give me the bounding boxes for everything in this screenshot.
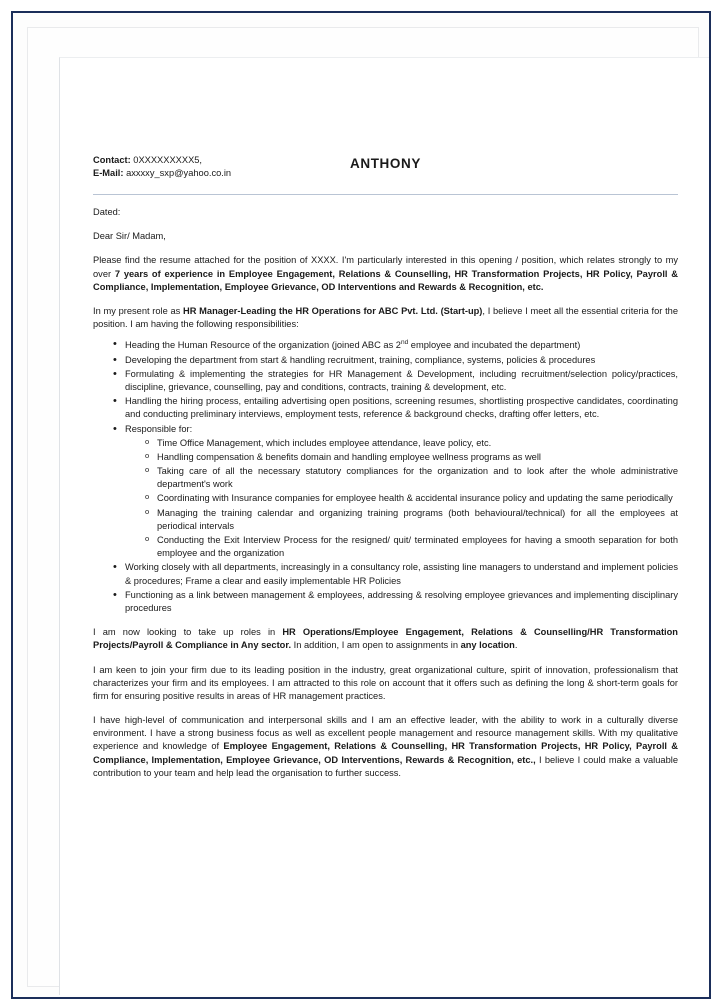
ordinal-superscript: nd	[400, 339, 409, 347]
objective-b: In addition, I am open to assignments in	[291, 640, 461, 651]
bullet-text-cont: employee and incubated the department)	[408, 340, 581, 351]
letter-header	[93, 154, 678, 188]
email-value: axxxxy_sxp@yahoo.co.in	[123, 168, 232, 179]
salutation: Dear Sir/ Madam,	[93, 231, 166, 242]
bullet-text: Functioning as a link between management & employees, addressing & resolving employee grievances and implementing disciplinary procedures	[125, 589, 678, 613]
bullet-text: Formulating & implementing the strategies for HR Management & Development, including recruitment/selection policy/practices, discipline, grievance, counselling, pay and conditions, contracts, training & development, etc.	[125, 368, 678, 392]
cover-letter-body	[93, 154, 678, 820]
current-role-paragraph	[93, 305, 678, 331]
bullet-text: Responsible for:	[125, 423, 193, 434]
list-item	[113, 589, 678, 615]
contact-label: Contact:	[93, 155, 131, 165]
skills-b: I believe I could make a valuable contribution to your team and help lead the organisation to further success.	[93, 754, 678, 778]
current-role-bold: HR Manager-Leading the HR Operations for ABC Pvt. Ltd. (Start-up)	[183, 305, 483, 316]
document-sheet	[59, 57, 709, 995]
objective-c: .	[514, 640, 518, 651]
sub-bullet-text: Conducting the Exit Interview Process for the resigned/ quit/ terminated employees for having a smooth separation for both employee and the organization	[157, 535, 678, 559]
bullet-text: Heading the Human Resource of the organization (joined ABC as 2	[125, 340, 401, 351]
list-item	[145, 534, 678, 560]
document-inner-border	[27, 27, 699, 987]
list-item	[145, 451, 678, 464]
candidate-name: ANTHONY	[350, 156, 421, 171]
list-item	[113, 561, 678, 587]
responsibilities-list	[93, 338, 678, 615]
bullet-text: Working closely with all departments, increasingly in a consultancy role, assisting line managers to understand and implement policies & procedures; Frame a clear and easily implementable HR Policies	[125, 562, 678, 586]
bullet-text: Developing the department from start & handling recruitment, training, compliance, systems, policies & procedures	[125, 354, 596, 365]
intro-paragraph	[93, 254, 678, 294]
sub-bullet-text: Handling compensation & benefits domain and handling employee wellness programs as well	[157, 451, 541, 462]
skills-a: I have high-level of communication and interpersonal skills and I am an effective leader, with the ability to work in a culturally diverse environment. I have a strong business focus as well as excellent people management and resource management skills. With my qualitative experience and knowledge of	[93, 715, 678, 752]
intro-text-bold: 7 years of experience in Employee Engagement, Relations & Counselling, HR Transformation Projects, HR Policy, Payroll & Compliance, Implementation, Employee Grievance, OD Interventions and Rewards & Recognition, etc.	[93, 268, 678, 292]
header-divider	[93, 194, 678, 195]
list-item	[113, 368, 678, 394]
current-role-b: , I believe I meet all the essential criteria for the position. I am having the following responsibilities:	[93, 305, 678, 330]
skills-paragraph	[93, 714, 678, 780]
email-label: E-Mail:	[93, 168, 124, 179]
sub-bullet-text: Managing the training calendar and organizing training programs (both behavioural/technical) for all the employees at periodical intervals	[157, 507, 678, 531]
contact-value: 0XXXXXXXXX5,	[130, 155, 203, 165]
list-item	[145, 507, 678, 533]
objective-paragraph	[93, 626, 678, 652]
objective-a: I am now looking to take up roles in	[93, 627, 283, 638]
list-item	[145, 492, 678, 505]
list-item	[113, 354, 678, 367]
sub-bullet-text: Taking care of all the necessary statutory compliances for the organization and to look after the whole administrative department's work	[157, 466, 678, 490]
sub-bullet-text: Coordinating with Insurance companies for employee health & accidental insurance policy and updating the same periodically	[157, 493, 673, 504]
dated-line: Dated:	[93, 207, 121, 217]
sub-responsibilities-list	[125, 437, 678, 561]
list-item	[145, 437, 678, 450]
document-outer-border	[11, 11, 711, 999]
list-item	[145, 465, 678, 491]
intro-text-a: Please find the resume attached for the position of XXXX. I'm particularly interested in this opening / position, which relates strongly to my over	[93, 255, 678, 279]
list-item	[113, 338, 678, 352]
list-item	[113, 423, 678, 561]
objective-bold-1: HR Operations/Employee Engagement, Relations & Counselling/HR Transformation Projects/Payroll & Compliance in Any sector.	[93, 627, 678, 651]
objective-bold-2: any location	[460, 640, 515, 651]
bottom-spacer	[93, 780, 678, 820]
motivation-paragraph: I am keen to join your firm due to its leading position in the industry, great organizational culture, spirit of innovation, professionalism that characterizes your firm and its employees. I am attracted to this role on account that it offers such as defining the long & short-term goals for firm for ensuring positive results in areas of HR management practices.	[93, 664, 678, 701]
sub-bullet-text: Time Office Management, which includes employee attendance, leave policy, etc.	[157, 437, 492, 448]
bullet-text: Handling the hiring process, entailing advertising open positions, screening resumes, shortlisting prospective candidates, coordinating and conducting preliminary interviews, employment tests, reference & background checks, drafting offer letters, etc.	[125, 396, 678, 420]
current-role-a: In my present role as	[93, 305, 184, 316]
skills-bold: Employee Engagement, Relations & Counselling, HR Transformation Projects, HR Policy, Payroll & Compliance, Implementation, Employee Grievance, OD Interventions, Rewards & Recognition, etc.,	[93, 741, 679, 765]
list-item	[113, 395, 678, 421]
